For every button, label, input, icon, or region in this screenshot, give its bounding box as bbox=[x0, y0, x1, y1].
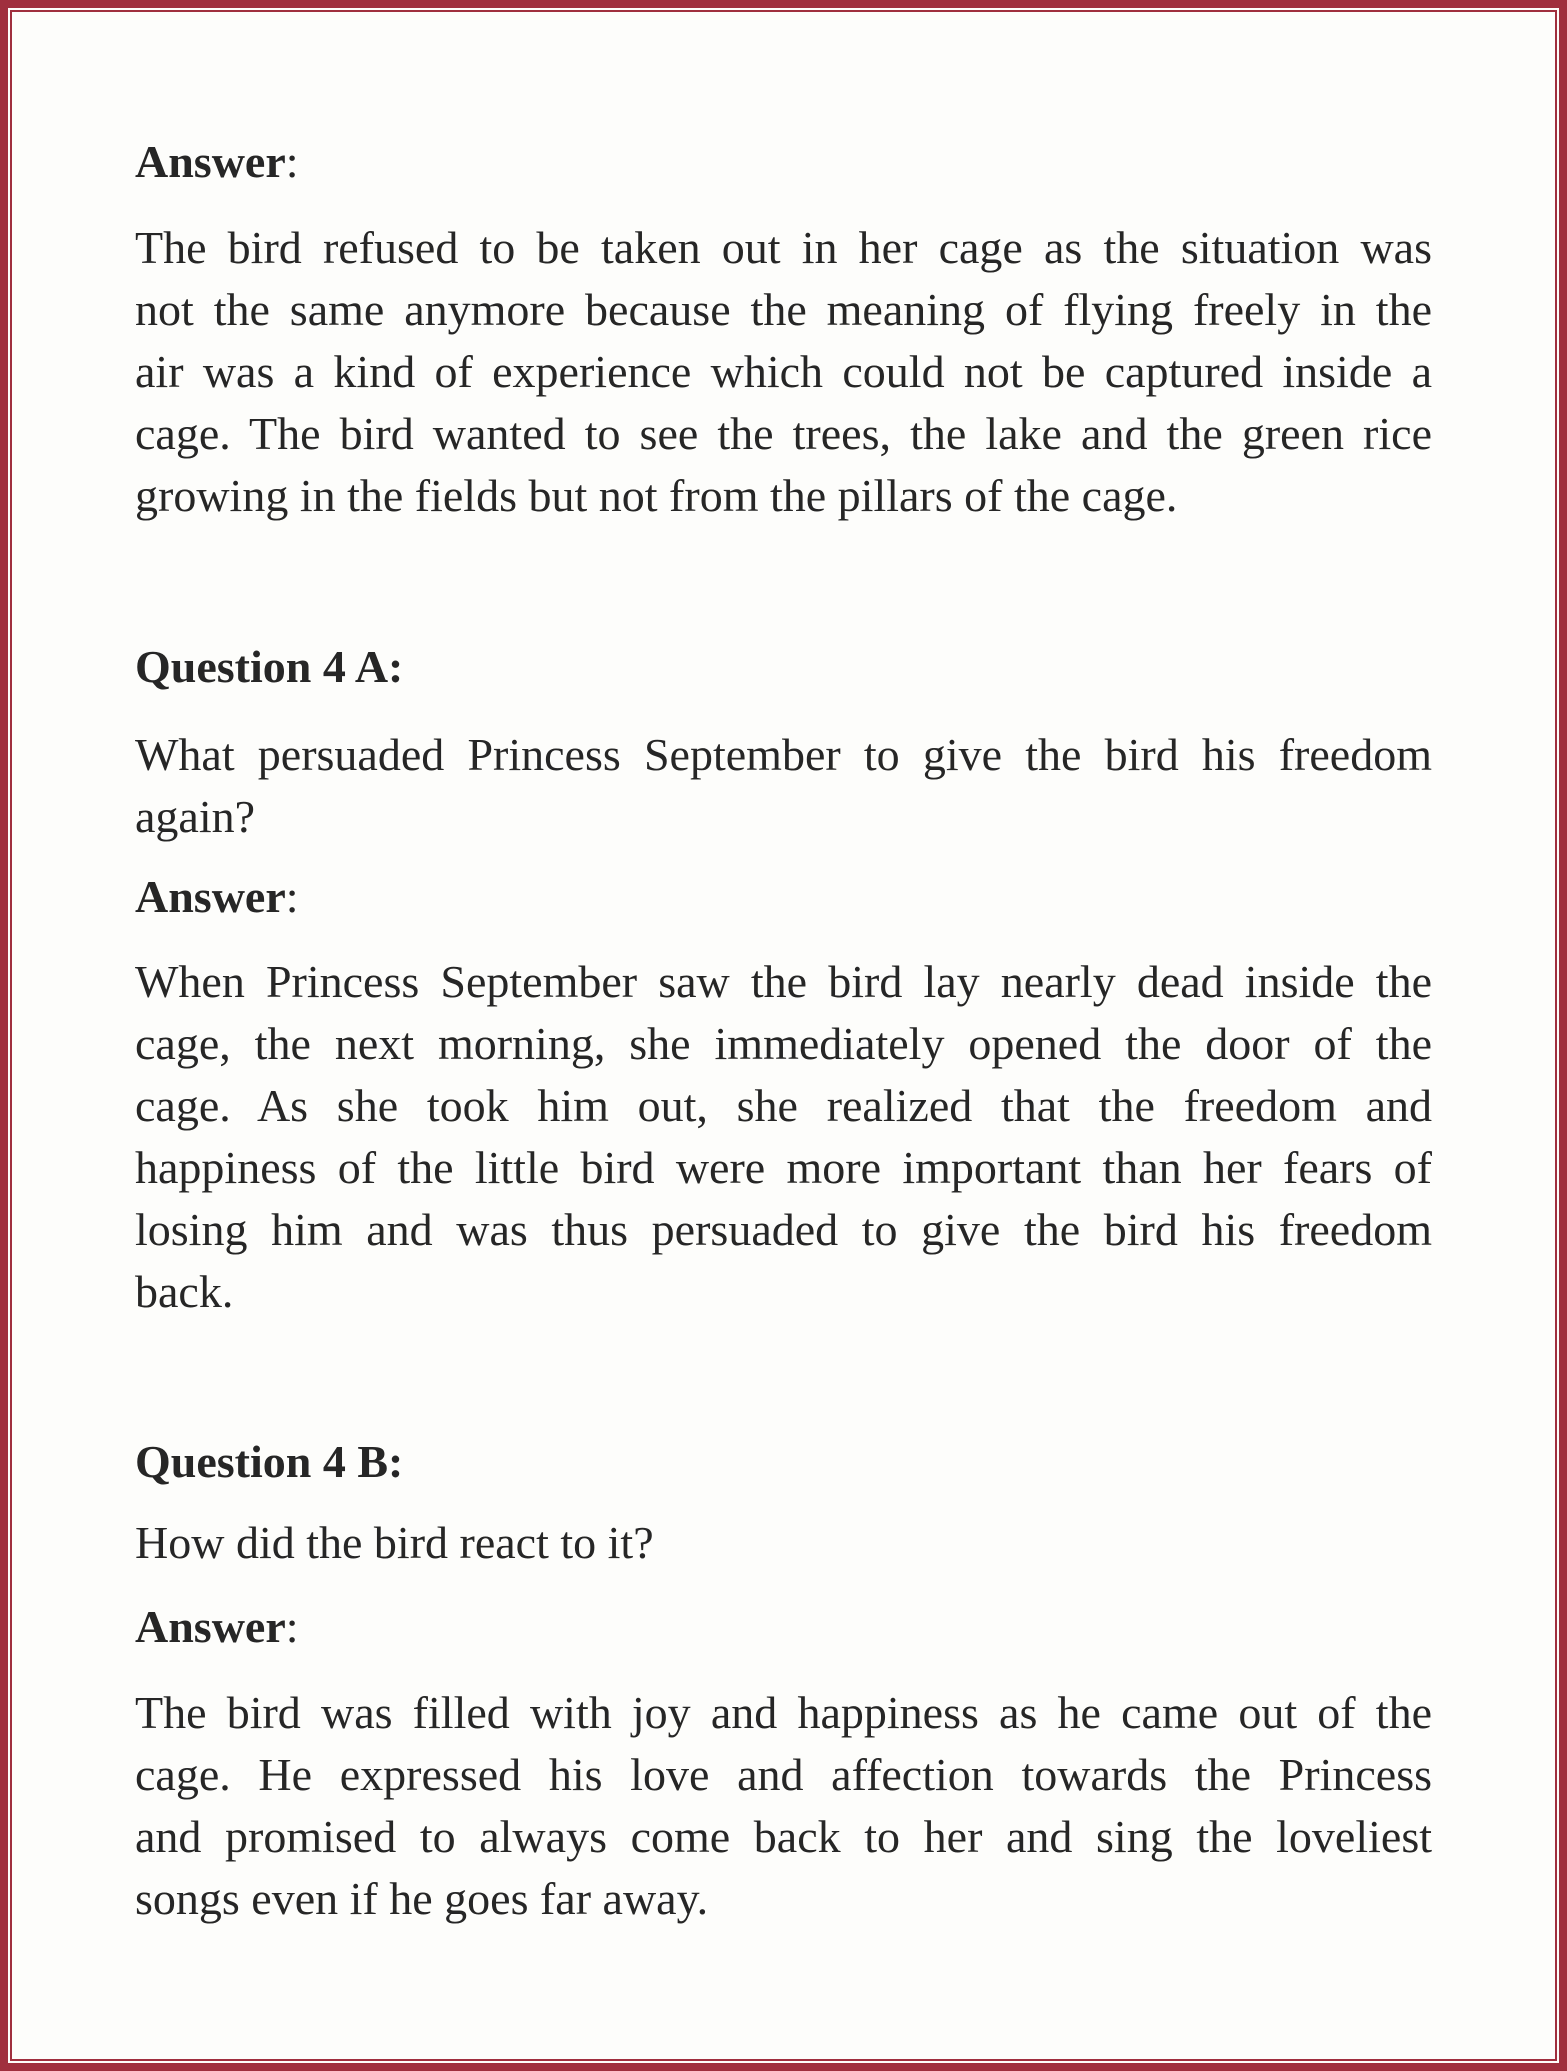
answer-label bbox=[135, 1596, 1432, 1658]
question-line: What persuaded Princess September to give the bird his freedom bbox=[135, 729, 1432, 780]
answer-line: cage, the next morning, she immediately opened the door of the bbox=[135, 1018, 1432, 1069]
answer-line: The bird refused to be taken out in her cage as the situation was bbox=[135, 222, 1432, 273]
answer-line: and promised to always come back to her and sing the loveliest bbox=[135, 1811, 1432, 1862]
answer-line: growing in the fields but not from the pillars of the cage. bbox=[135, 470, 1178, 521]
question-line: again? bbox=[135, 791, 256, 842]
answer-line: losing him and was thus persuaded to give the bird his freedom bbox=[135, 1204, 1432, 1255]
answer-line: not the same anymore because the meaning of flying freely in the bbox=[135, 284, 1432, 335]
answer-line: The bird was filled with joy and happiness as he came out of the bbox=[135, 1687, 1432, 1738]
answer-line: back. bbox=[135, 1266, 234, 1317]
question-heading: Question 4 B: bbox=[135, 1436, 404, 1487]
answer-label-colon: : bbox=[285, 136, 299, 187]
answer-paragraph bbox=[135, 951, 1432, 1323]
answer-label bbox=[135, 131, 1432, 193]
answer-label-colon: : bbox=[285, 1601, 299, 1652]
answer-line: When Princess September saw the bird lay nearly dead inside the bbox=[135, 956, 1432, 1007]
question-line: How did the bird react to it? bbox=[135, 1517, 654, 1568]
answer-line: songs even if he goes far away. bbox=[135, 1873, 709, 1924]
answer-line: cage. He expressed his love and affection towards the Princess bbox=[135, 1749, 1432, 1800]
question-text bbox=[135, 724, 1432, 848]
answer-label-colon: : bbox=[285, 871, 299, 922]
answer-line: cage. The bird wanted to see the trees, the lake and the green rice bbox=[135, 408, 1432, 459]
answer-label bbox=[135, 866, 1432, 928]
answer-label-text: Answer bbox=[135, 871, 286, 922]
answer-label-text: Answer bbox=[135, 1601, 286, 1652]
question-text bbox=[135, 1512, 1432, 1574]
answer-paragraph bbox=[135, 1682, 1432, 1930]
answer-line: cage. As she took him out, she realized that the freedom and bbox=[135, 1080, 1432, 1131]
answer-paragraph bbox=[135, 217, 1432, 527]
answer-label-text: Answer bbox=[135, 136, 286, 187]
answer-line: happiness of the little bird were more important than her fears of bbox=[135, 1142, 1432, 1193]
question-heading: Question 4 A: bbox=[135, 641, 404, 692]
answer-line: air was a kind of experience which could not be captured inside a bbox=[135, 346, 1432, 397]
